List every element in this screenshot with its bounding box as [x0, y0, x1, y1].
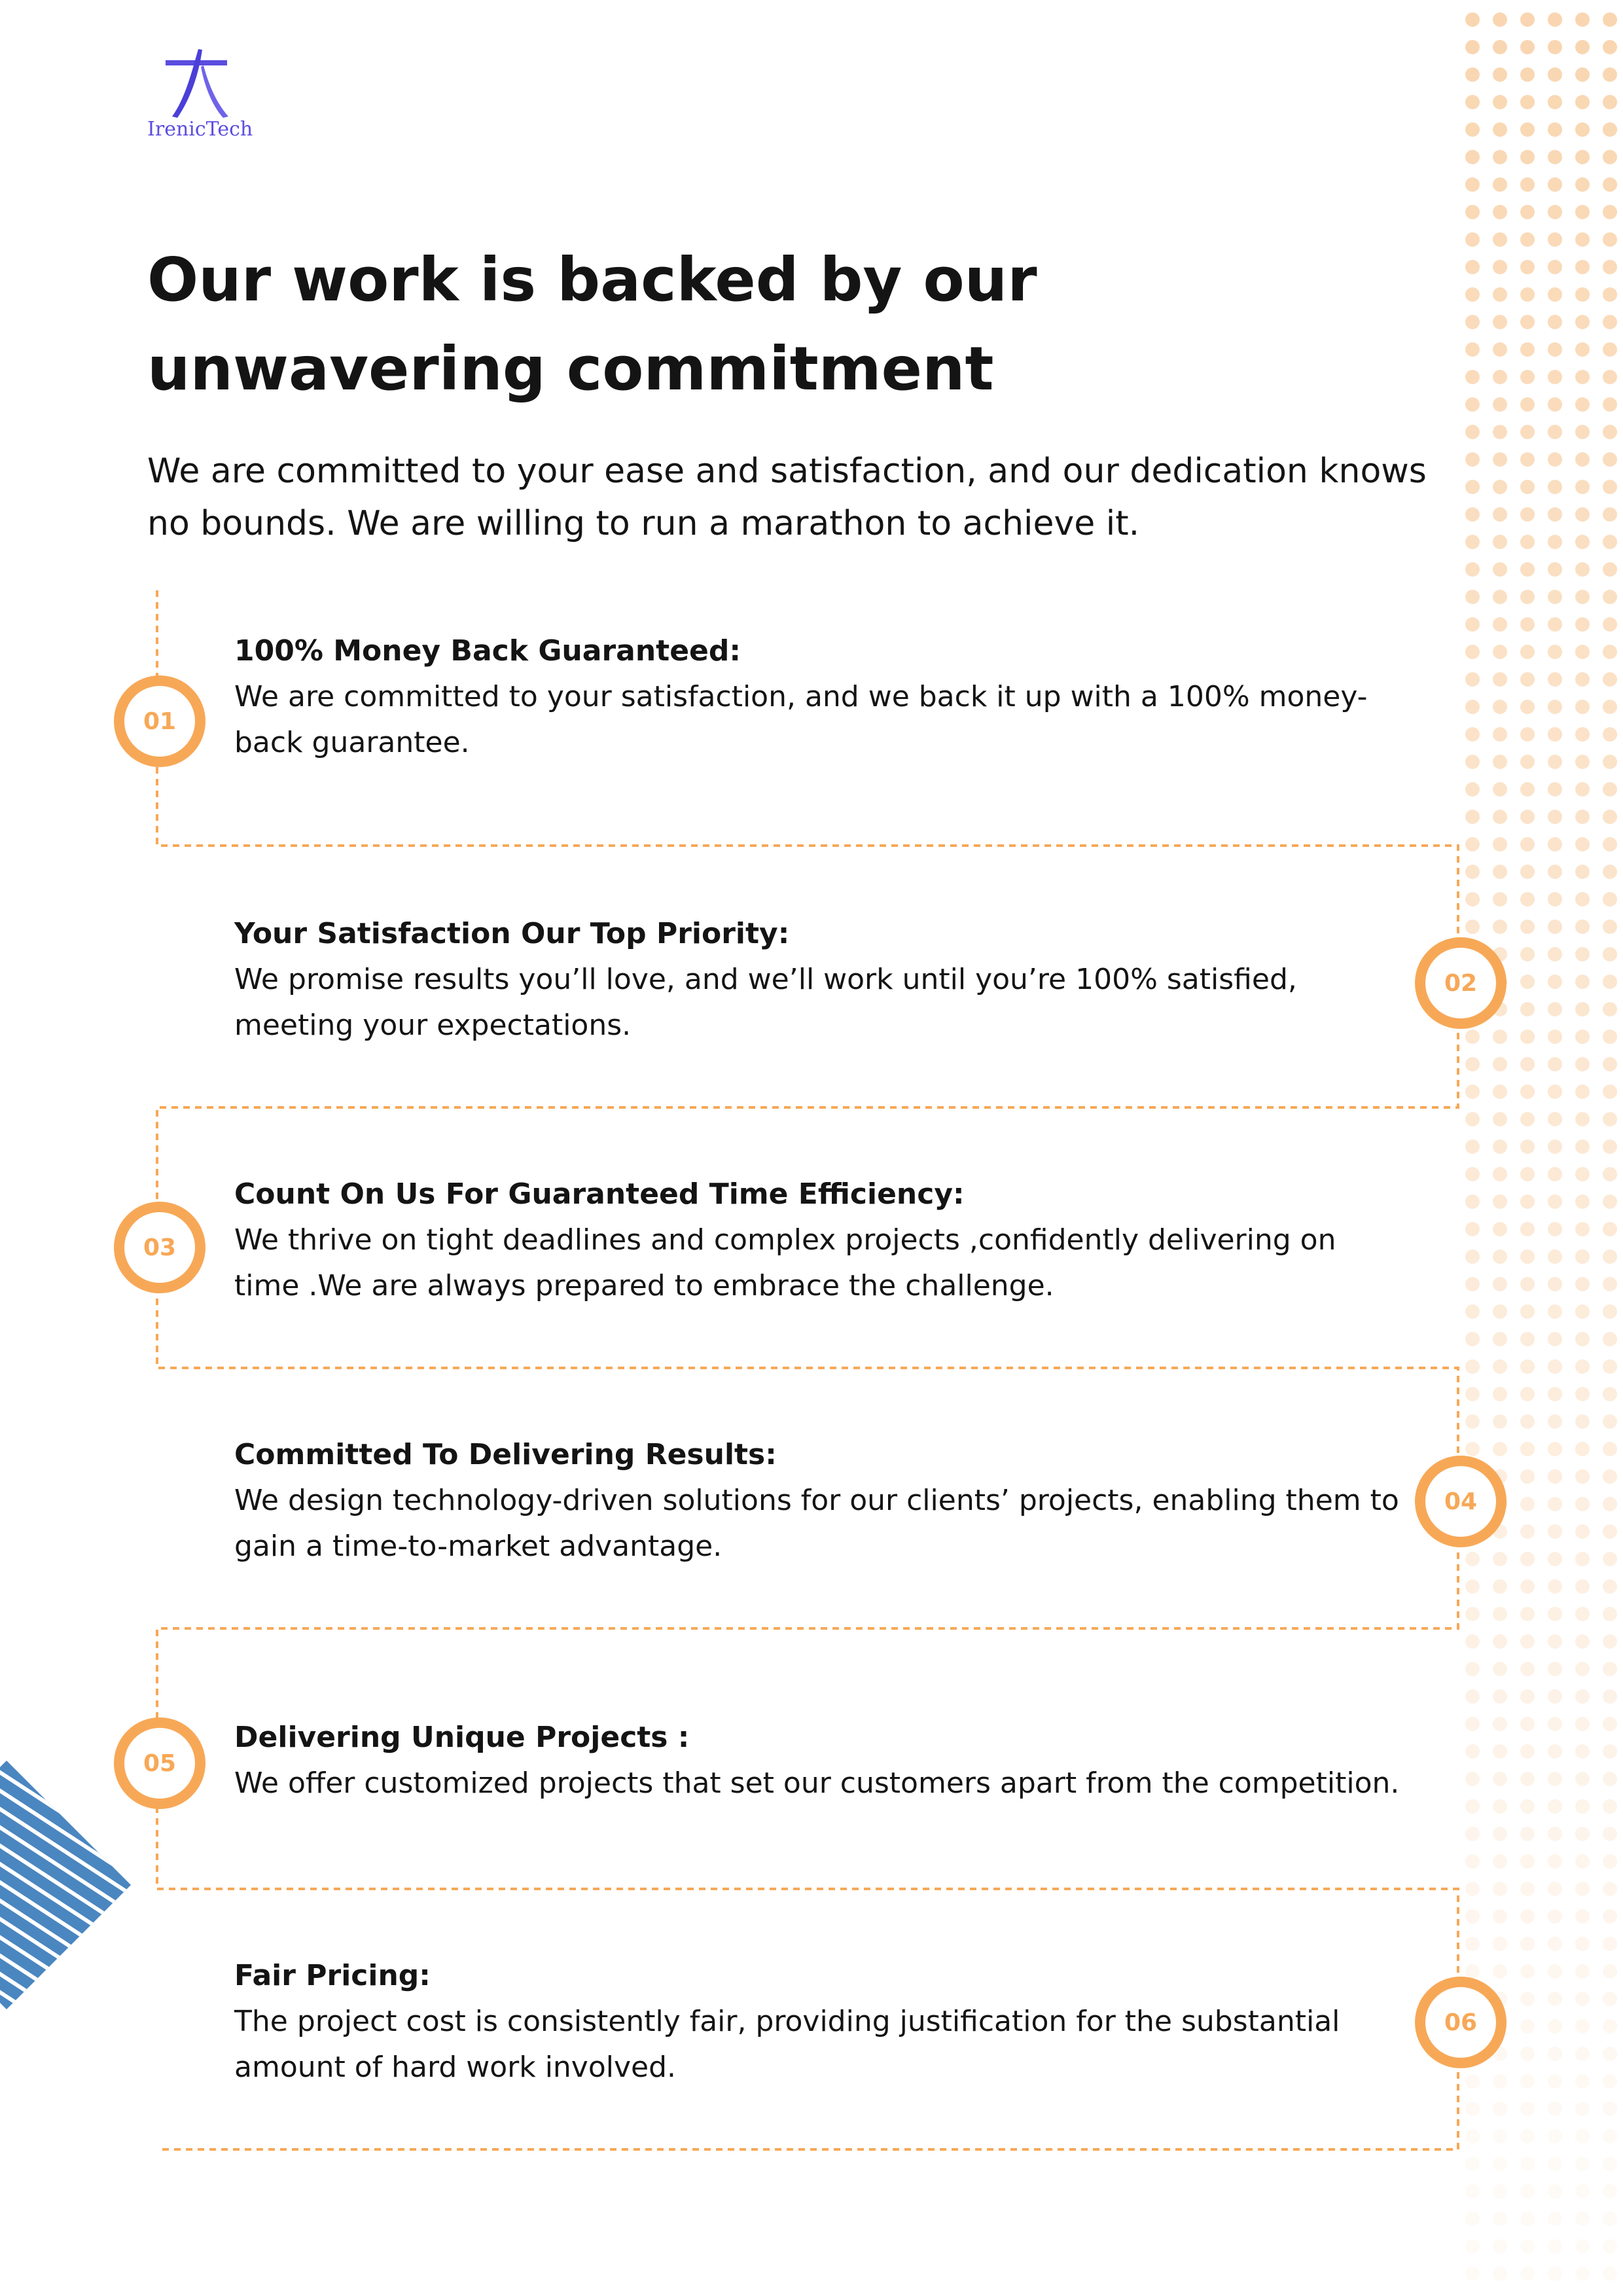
step-number-badge: 05: [114, 1717, 205, 1809]
commitment-item-time-efficiency: [234, 1172, 1406, 1309]
step-number-badge: 06: [1415, 1977, 1507, 2068]
brand-name: IrenicTech: [147, 118, 253, 141]
item-description: We promise results you’ll love, and we’ll work until you’re 100% satisfied, meeting your expectations.: [234, 963, 1297, 1042]
item-description: We thrive on tight deadlines and complex projects ,confidently delivering on time .We are always prepared to embrace the challenge.: [234, 1223, 1336, 1302]
item-title: Committed To Delivering Results:: [234, 1438, 777, 1471]
commitment-item-results: [234, 1432, 1399, 1570]
step-number-badge: 01: [114, 675, 205, 767]
intro-text: We are committed to your ease and satisfaction, and our dedication knows no bounds. We are willing to run a marathon to achieve it.: [147, 452, 1427, 543]
step-number-badge: 02: [1415, 937, 1507, 1029]
commitment-item-satisfaction: [234, 911, 1386, 1049]
commitment-item-money-back: [234, 628, 1406, 766]
item-description: We are committed to your satisfaction, and we back it up with a 100% money-back guarantee.: [234, 680, 1368, 759]
item-title: Delivering Unique Projects :: [234, 1721, 690, 1754]
item-description: The project cost is consistently fair, providing justification for the substantial amount of hard work involved.: [234, 2005, 1340, 2084]
item-description: We offer customized projects that set our customers apart from the competition.: [234, 1767, 1400, 1800]
commitment-item-fair-pricing: [234, 1953, 1386, 2090]
item-title: Fair Pricing:: [234, 1959, 431, 1992]
step-number-badge: 03: [114, 1202, 205, 1293]
commitment-item-unique-projects: [234, 1715, 1406, 1806]
item-title: 100% Money Back Guaranteed:: [234, 634, 741, 668]
page-title: Our work is backed by our unwavering commitment: [147, 245, 1037, 404]
step-number-badge: 04: [1415, 1456, 1507, 1547]
item-description: We design technology-driven solutions for our clients’ projects, enabling them to gain a time-to-market advantage.: [234, 1484, 1399, 1563]
item-title: Count On Us For Guaranteed Time Efficiency:: [234, 1177, 965, 1211]
item-title: Your Satisfaction Our Top Priority:: [234, 917, 790, 950]
